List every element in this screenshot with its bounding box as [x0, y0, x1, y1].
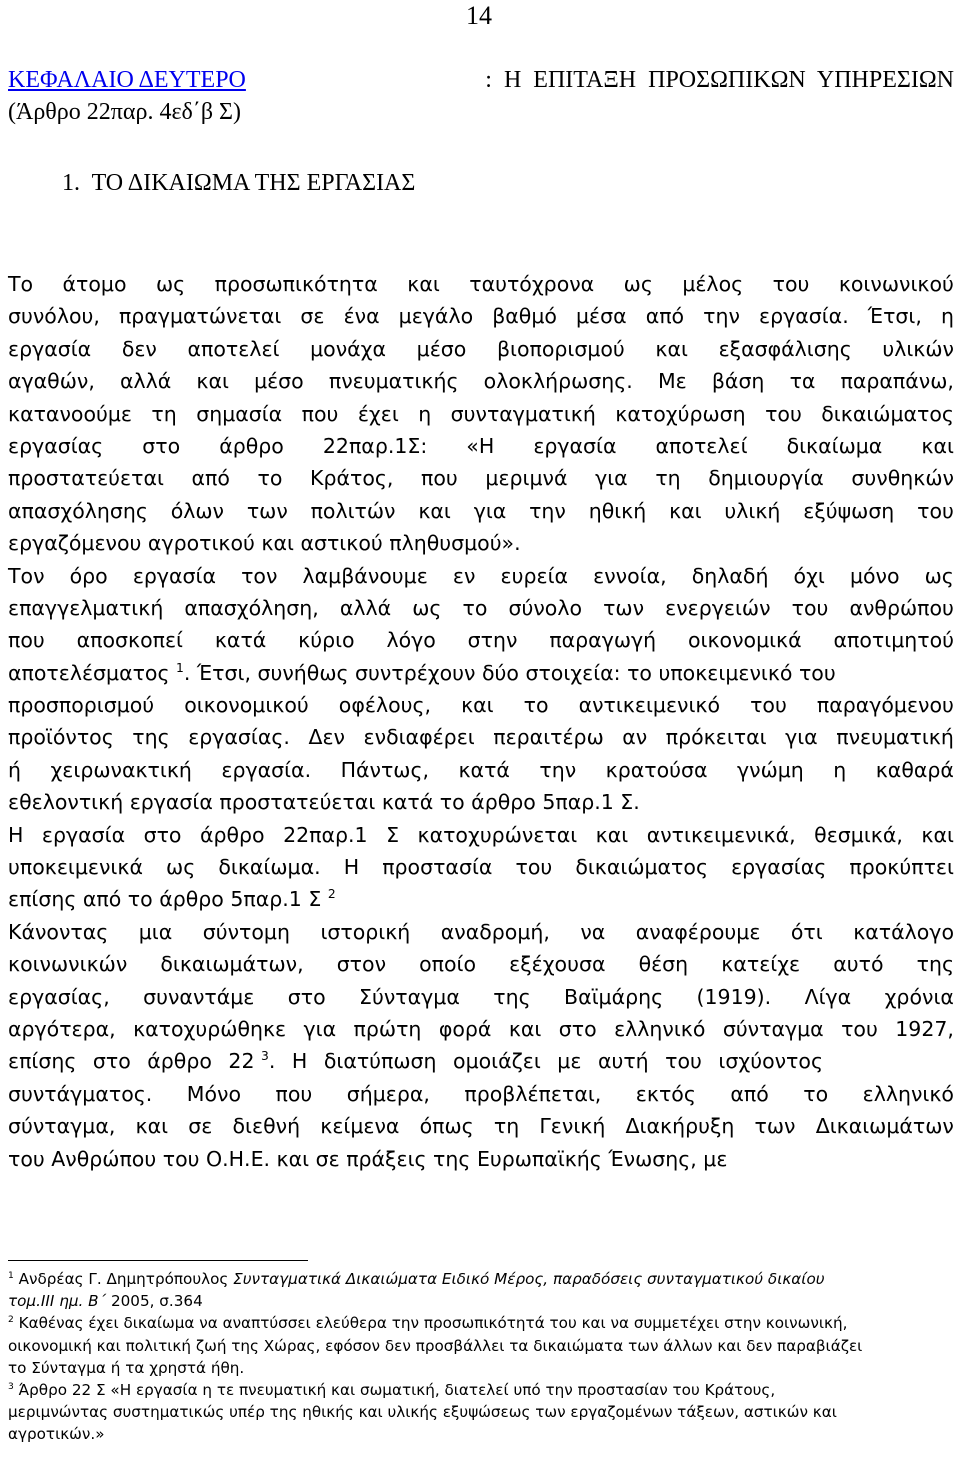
word: για — [785, 725, 818, 750]
chapter-article-ref: (Άρθρο 22παρ. 4εδ΄β Σ) — [8, 99, 241, 126]
word: ως — [412, 595, 442, 620]
word: μόνο — [849, 563, 900, 588]
word: ενεργειών — [665, 595, 771, 620]
text-segment: αποτελέσματος — [8, 660, 170, 685]
footnote-text: Καθένας έχει δικαίωμα να αναπτύσσει ελεύθερα την προσωπικότητά του και να συμμετέχει στην κοινωνική, — [13, 1314, 848, 1333]
word: του — [515, 855, 553, 880]
text-line — [8, 462, 954, 494]
text-line — [8, 754, 954, 786]
word: Πάντως, — [340, 757, 429, 782]
word: δεν — [121, 336, 157, 361]
word: περαιτέρω — [493, 725, 604, 750]
word: αν — [622, 725, 648, 750]
word: Κράτος, — [310, 466, 394, 491]
footnote-text: Ανδρέας Γ. Δημητρόπουλος — [13, 1270, 234, 1288]
word: αργότερα, — [8, 1016, 116, 1041]
word: στο — [287, 984, 326, 1009]
word: χειρωνακτική — [50, 757, 192, 782]
word: τη — [493, 1114, 520, 1139]
text-line — [8, 948, 954, 980]
word: ιστορική — [320, 919, 411, 944]
word: την — [529, 498, 566, 523]
word: αποτιμητού — [833, 628, 954, 653]
text-line — [8, 300, 954, 332]
word: γνώμη — [736, 757, 804, 782]
word: προστασία — [382, 855, 493, 880]
word: 22παρ.1 — [283, 822, 368, 847]
footnote-mark: 1 — [176, 660, 184, 675]
text-line-with-footnote — [8, 657, 954, 689]
word: παραγωγή — [549, 628, 657, 653]
word: δημιουργία — [708, 466, 824, 491]
text-segment: . Έτσι, συνήθως συντρέχουν δύο στοιχεία: το υποκειμενικό του — [183, 660, 836, 685]
word: και — [921, 433, 954, 458]
word: την — [703, 304, 740, 329]
word: ολοκλήρωσης. — [483, 369, 633, 394]
word: ελληνικό — [862, 1081, 954, 1106]
word: της — [132, 725, 170, 750]
word: τη — [151, 401, 177, 426]
word: των — [603, 595, 645, 620]
word: ότι — [790, 919, 823, 944]
word: εργασία — [8, 336, 92, 361]
word: και — [595, 822, 629, 847]
word: Το — [8, 272, 34, 296]
word: μονάχα — [310, 336, 387, 361]
word: δικαιωμάτων, — [160, 952, 304, 977]
word: 22παρ.1Σ: — [322, 433, 428, 458]
word: του — [917, 498, 954, 523]
word: τη — [655, 466, 681, 491]
word: ως — [924, 563, 954, 588]
word: το — [462, 595, 488, 620]
word: εννοία, — [593, 563, 667, 588]
word: Βαϊμάρης — [564, 984, 664, 1009]
word: παραπάνω, — [840, 369, 954, 394]
footnote-text: Άρθρο 22 Σ «Η εργασία η τε πνευματική και σωματική, διατελεί υπό την προστασίαν του Κράτους, — [13, 1381, 776, 1400]
word: ή — [8, 757, 21, 782]
word: και — [135, 1114, 169, 1139]
word: όρο — [69, 563, 108, 588]
word: εκτός — [635, 1081, 696, 1106]
word: συνόλου, — [8, 304, 100, 329]
text-line — [8, 365, 954, 397]
word: «Η — [466, 433, 495, 458]
word: παραγόμενου — [816, 693, 954, 718]
word: ευρεία — [500, 563, 569, 588]
footnote-italic-text: τομ.ΙΙΙ ημ. Β΄ — [8, 1292, 111, 1311]
word: που — [8, 628, 45, 653]
word: άτομο — [62, 272, 127, 296]
word: Μόνο — [186, 1081, 241, 1106]
word: απασχόληση, — [184, 595, 319, 620]
footnote-mark: 3 — [261, 1049, 269, 1064]
footnote-1-cont — [8, 1290, 954, 1312]
word: του — [750, 693, 787, 718]
word: και — [669, 498, 702, 523]
word: Τον — [8, 563, 45, 588]
word: που — [275, 1081, 313, 1106]
word: Η — [343, 855, 360, 880]
chapter-link[interactable]: ΚΕΦΑΛΑΙΟ ΔΕΥΤΕΡΟ — [8, 67, 246, 93]
word: καθαρά — [875, 757, 954, 782]
text-line — [8, 819, 954, 851]
body-text — [8, 268, 954, 1175]
word: άρθρο — [199, 822, 265, 847]
word: αναφέρουμε — [635, 919, 761, 944]
word: ενδιαφέρει — [363, 725, 475, 750]
word: όχι — [793, 563, 825, 588]
word: συνθηκών — [851, 466, 954, 491]
word: η — [940, 304, 954, 329]
text-line — [8, 689, 954, 721]
word: υλικών — [882, 336, 954, 361]
word: η — [418, 401, 432, 426]
word: εν — [452, 563, 476, 588]
word: θεσμικά, — [814, 822, 903, 847]
footnote-number: 3 — [8, 1381, 14, 1392]
text-line: του Ανθρώπου του Ο.Η.Ε. και σε πράξεις της Ευρωπαϊκής Ένωσης, με — [8, 1146, 728, 1171]
word: των — [754, 1114, 796, 1139]
word: και — [508, 1016, 542, 1041]
text-line — [8, 592, 954, 624]
word: φορά — [438, 1016, 492, 1041]
text-segment: επίσης στο άρθρο 22 — [8, 1049, 255, 1074]
word: όλων — [170, 498, 224, 523]
word: εργασίας — [731, 855, 827, 880]
word: αντικειμενικό — [578, 693, 721, 718]
word: κείμενα — [320, 1114, 400, 1139]
word: και — [655, 336, 688, 361]
footnote-number: 2 — [8, 1315, 14, 1326]
word: μεγάλο — [398, 304, 474, 329]
word: εξύψωση — [803, 498, 895, 523]
word: κρατούσα — [605, 757, 708, 782]
word: και — [196, 369, 229, 394]
word: έχει — [357, 401, 399, 426]
word: Με — [657, 369, 687, 394]
word: για — [473, 498, 507, 523]
word: από — [645, 304, 685, 329]
word: ηθική — [588, 498, 647, 523]
word: βαθμό — [492, 304, 557, 329]
word: μια — [138, 919, 173, 944]
word: προσπορισμού — [8, 693, 155, 718]
word: κοινωνικών — [8, 952, 128, 977]
word: αγαθών, — [8, 369, 95, 394]
word: από — [730, 1081, 769, 1106]
word: ένα — [343, 304, 380, 329]
word: Γενική — [539, 1114, 606, 1139]
word: αλλά — [119, 369, 172, 394]
word: εργασίας. — [188, 725, 290, 750]
word: αναδρομή, — [440, 919, 550, 944]
word: τα — [789, 369, 816, 394]
footnote-divider — [8, 1260, 308, 1261]
word: επαγγελματική — [8, 595, 164, 620]
text-line: εθελοντική εργασία προστατεύεται κατά το άρθρο 5παρ.1 Σ. — [8, 790, 640, 815]
word: του — [772, 272, 810, 296]
word: σύνταγμα — [722, 1016, 824, 1041]
word: κατοχύρωση — [615, 401, 746, 426]
text-line — [8, 495, 954, 527]
text-line — [8, 398, 954, 430]
text-line — [8, 916, 954, 948]
word: και — [407, 272, 440, 296]
word: οικονομικά — [687, 628, 802, 653]
word: του — [841, 1016, 878, 1041]
word: προστατεύεται — [8, 466, 164, 491]
word: προϊόντος — [8, 725, 114, 750]
word: ως — [155, 272, 186, 296]
word: την — [539, 757, 577, 782]
section-heading: 1. ΤΟ ΔΙΚΑΙΩΜΑ ΤΗΣ ΕΡΓΑΣΙΑΣ — [62, 170, 416, 196]
text-line-with-footnote — [8, 1045, 954, 1077]
word: βιοπορισμού — [496, 336, 625, 361]
word: εργασίας, — [8, 984, 110, 1009]
text-segment: επίσης από το άρθρο 5παρ.1 Σ — [8, 887, 322, 912]
footnote-mark: 2 — [327, 887, 336, 902]
word: εργασία — [533, 433, 617, 458]
word: το — [523, 693, 549, 718]
word: θέση — [638, 952, 689, 977]
word: Δεν — [308, 725, 346, 750]
word: αντικειμενικά, — [646, 822, 796, 847]
word: η — [833, 757, 847, 782]
word: Κάνοντας — [8, 919, 109, 944]
footnote-3-cont: μεριμνώντας συστηματικώς υπέρ της ηθικής και υλικής εξυψώσεως των εργαζομένων τάξεων, αστικών και — [8, 1403, 837, 1422]
word: εργασία — [132, 563, 216, 588]
text-line — [8, 1110, 954, 1142]
word: 1927, — [895, 1016, 954, 1041]
word: οποίο — [419, 952, 477, 977]
word: το — [803, 1081, 829, 1106]
word: τον — [241, 563, 278, 588]
word: στον — [336, 952, 387, 977]
word: δικαιώματος — [575, 855, 708, 880]
text-line — [8, 1078, 954, 1110]
word: εργασία. — [759, 304, 849, 329]
word: δικαιώματος — [821, 401, 954, 426]
word: χρόνια — [884, 984, 954, 1009]
word: δικαίωμα — [786, 433, 883, 458]
word: κύριο — [298, 628, 355, 653]
word: (1919). — [696, 984, 772, 1009]
chapter-title: : Η ΕΠΙΤΑΞΗ ΠΡΟΣΩΠΙΚΩΝ ΥΠΗΡΕΣΙΩΝ — [485, 67, 954, 93]
text-line — [8, 333, 954, 365]
word: των — [246, 498, 288, 523]
word: Δικαιωμάτων — [815, 1114, 954, 1139]
word: ελληνικό — [614, 1016, 706, 1041]
word: της — [916, 952, 954, 977]
word: εργασία. — [221, 757, 312, 782]
word: το — [257, 466, 283, 491]
footnote-2-end: το Σύνταγμα ή τα χρηστά ήθη. — [8, 1358, 245, 1377]
word: και — [461, 693, 494, 718]
word: συντάγματος. — [8, 1081, 153, 1106]
word: και — [921, 822, 954, 847]
word: Λίγα — [804, 984, 852, 1009]
word: πολιτών — [310, 498, 396, 523]
word: μέσα — [575, 304, 627, 329]
word: από — [191, 466, 230, 491]
word: του — [791, 595, 829, 620]
word: αποσκοπεί — [76, 628, 183, 653]
word: κατάλογο — [853, 919, 954, 944]
footnote-3 — [8, 1379, 954, 1401]
word: κατά — [458, 757, 510, 782]
word: λαμβάνουμε — [302, 563, 428, 588]
footnote-3-end: αγροτικών.» — [8, 1425, 105, 1444]
word: κατείχε — [721, 952, 801, 977]
word: αποτελεί — [187, 336, 280, 361]
word: μέσο — [254, 369, 304, 394]
word: υποκειμενικά — [8, 855, 143, 880]
word: προβλέπεται, — [464, 1081, 602, 1106]
word: ταυτόχρονα — [469, 272, 595, 296]
word: αποτελεί — [655, 433, 748, 458]
word: πνευματικής — [328, 369, 459, 394]
word: Διακήρυξη — [625, 1114, 735, 1139]
word: στο — [143, 822, 182, 847]
word: για — [595, 466, 628, 491]
word: στο — [142, 433, 181, 458]
word: μέλος — [682, 272, 744, 296]
word: Η — [8, 822, 24, 847]
word: για — [303, 1016, 337, 1041]
footnote-number: 1 — [8, 1270, 14, 1281]
word: διεθνή — [232, 1114, 301, 1139]
text-line — [8, 981, 954, 1013]
word: εργασία — [41, 822, 126, 847]
text-line — [8, 560, 954, 592]
word: να — [580, 919, 606, 944]
text-line-with-footnote — [8, 883, 954, 915]
word: σύντομη — [202, 919, 290, 944]
word: μεριμνά — [485, 466, 568, 491]
word: δικαίωμα. — [218, 855, 321, 880]
text-line — [8, 430, 954, 462]
word: εξασφάλισης — [718, 336, 852, 361]
word: οφέλους, — [338, 693, 432, 718]
word: βάση — [711, 369, 765, 394]
footnote-text: 2005, σ.364 — [110, 1292, 203, 1311]
word: Σ — [386, 822, 400, 847]
word: εργασίας — [8, 433, 104, 458]
word: και — [418, 498, 451, 523]
word: προκύπτει — [849, 855, 954, 880]
word: κατά — [214, 628, 267, 653]
word: Έτσι, — [867, 304, 922, 329]
text-line — [8, 268, 954, 300]
footnote-2 — [8, 1312, 954, 1334]
word: μέσο — [416, 336, 467, 361]
word: ανθρώπου — [849, 595, 954, 620]
word: σύνταγμα, — [8, 1114, 116, 1139]
chapter-header — [8, 64, 954, 129]
word: Σύνταγμα — [359, 984, 460, 1009]
text-line — [8, 624, 954, 656]
text-line: εργαζόμενου αγροτικού και αστικού πληθυσμού». — [8, 531, 521, 556]
footnote-2-cont: οικονομική και πολιτική ζωή της Χώρας, εφόσον δεν προσβάλλει τα δικαιώματα των άλλων και δεν παραβιάζει — [8, 1336, 863, 1355]
word: δηλαδή — [691, 563, 769, 588]
footnote-italic-title: Συνταγματικά Δικαιώματα Ειδικό Μέρος, παραδόσεις συνταγματικού δικαίου — [233, 1270, 825, 1288]
word: κατοχυρώθηκε — [133, 1016, 287, 1041]
word: κατοχυρώνεται — [417, 822, 578, 847]
word: οικονομικού — [184, 693, 309, 718]
text-line — [8, 851, 954, 883]
word: συνταγματική — [450, 401, 596, 426]
word: ως — [623, 272, 653, 296]
word: σύνολο — [508, 595, 583, 620]
word: συναντάμε — [143, 984, 255, 1009]
word: εξέχουσα — [509, 952, 606, 977]
word: σήμερα, — [346, 1081, 430, 1106]
word: που — [301, 401, 339, 426]
word: πρώτη — [353, 1016, 422, 1041]
word: σημασία — [196, 401, 283, 426]
word: αυτό — [833, 952, 884, 977]
footnotes — [8, 1268, 954, 1446]
word: λόγο — [386, 628, 436, 653]
word: στο — [558, 1016, 597, 1041]
word: σε — [300, 304, 325, 329]
word: πρόκειται — [665, 725, 767, 750]
word: κατανοούμε — [8, 401, 132, 426]
word: του — [765, 401, 802, 426]
word: όπως — [419, 1114, 474, 1139]
text-line — [8, 1013, 954, 1045]
word: άρθρο — [219, 433, 284, 458]
word: αλλά — [339, 595, 392, 620]
word: που — [421, 466, 458, 491]
text-line — [8, 721, 954, 753]
word: ως — [166, 855, 196, 880]
word: της — [493, 984, 531, 1009]
word: πνευματική — [836, 725, 954, 750]
word: υλική — [724, 498, 781, 523]
footnote-1 — [8, 1268, 954, 1290]
word: σε — [188, 1114, 213, 1139]
word: προσωπικότητα — [214, 272, 378, 296]
word: κοινωνικού — [838, 272, 954, 296]
text-segment: . Η διατύπωση ομοιάζει με αυτή του ισχύοντος — [268, 1049, 823, 1074]
page-number: 14 — [466, 1, 492, 30]
word: πραγματώνεται — [118, 304, 282, 329]
word: στην — [467, 628, 518, 653]
word: απασχόλησης — [8, 498, 148, 523]
